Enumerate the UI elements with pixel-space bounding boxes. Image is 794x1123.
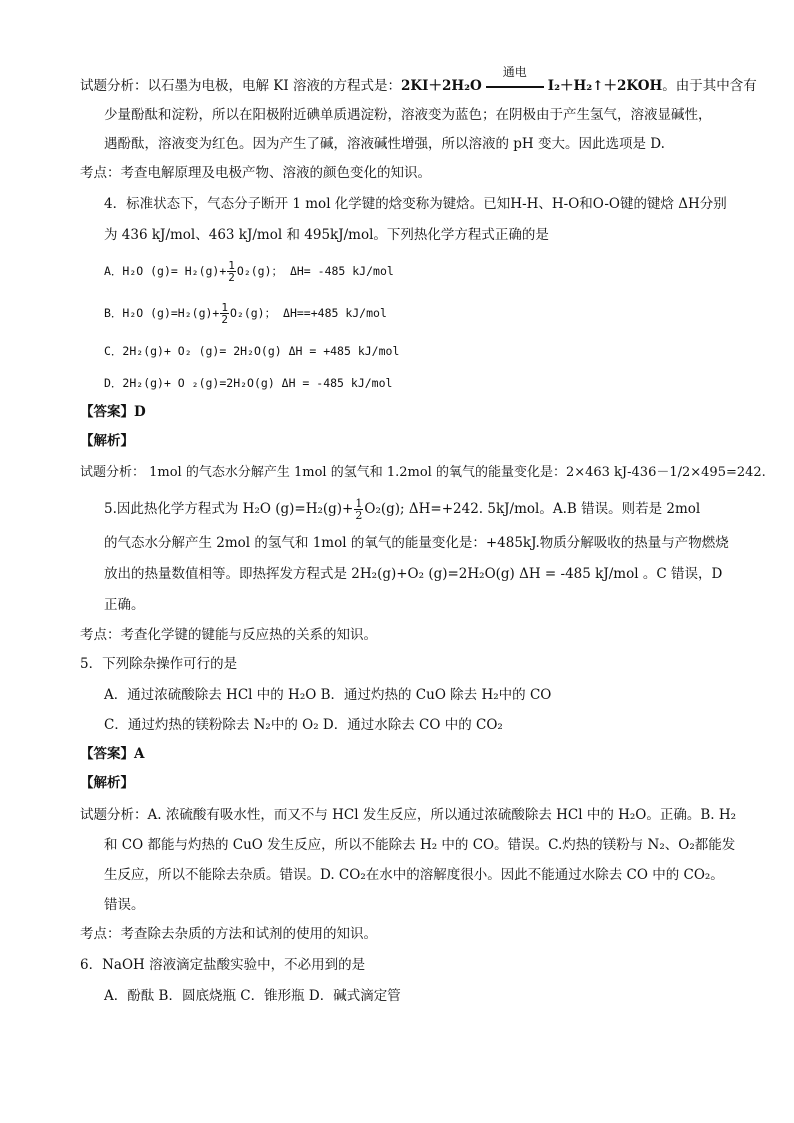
q5-analysis-line2: 和 CO 都能与灼热的 CuO 发生反应，所以不能除去 H₂ 中的 CO。错误。C.灼热的镁粉与 N₂、O₂都能发 bbox=[104, 837, 736, 853]
text: 5.因此热化学方程式为 H₂O (g)=H₂(g)+ bbox=[104, 501, 354, 517]
fraction-half: $\frac{1}{2}$ bbox=[228, 259, 235, 284]
q5-kaodian: 考点：考查除去杂质的方法和试剂的使用的知识。 bbox=[80, 926, 377, 942]
text: 试题分析：以石墨为电极，电解 KI 溶液的方程式是： bbox=[80, 78, 402, 94]
q4-analysis-line4: 放出的热量数值相等。即热挥发方程式是 2H₂(g)+O₂ (g)=2H₂O(g) ΔH = -485 kJ/mol 。C 错误，D bbox=[104, 566, 723, 582]
fraction-half: $\frac{1}{2}$ bbox=[221, 301, 228, 326]
q4-jiexi-label: 【解析】 bbox=[80, 433, 134, 449]
q4-option-c: C．2H₂(g)+ O₂ (g)= 2H₂O(g) ΔH = +485 kJ/mol bbox=[104, 344, 400, 358]
q4-analysis-line5: 正确。 bbox=[104, 597, 145, 613]
fraction-half: $\frac{1}{2}$ bbox=[355, 497, 363, 522]
text: O₂(g)； ΔH==+485 kJ/mol bbox=[229, 306, 387, 320]
q5-analysis-line1: 试题分析：A. 浓硫酸有吸水性，而又不与 HCl 发生反应，所以通过浓硫酸除去 HCl 中的 H₂O。正确。B. H₂ bbox=[80, 807, 737, 823]
q4-kaodian: 考点：考查化学键的键能与反应热的关系的知识。 bbox=[80, 627, 377, 643]
text: 。由于其中含有 bbox=[662, 78, 757, 94]
q5-analysis-line3: 生反应，所以不能除去杂质。错误。D. CO₂在水中的溶解度很小。因此不能通过水除去 CO 中的 CO₂。 bbox=[104, 867, 724, 883]
q5-analysis-line4: 错误。 bbox=[104, 897, 145, 913]
equation-right: I₂＋H₂↑＋2KOH bbox=[547, 78, 663, 94]
prev-kaodian: 考点：考查电解原理及电极产物、溶液的颜色变化的知识。 bbox=[80, 165, 431, 181]
q5-stem: 5．下列除杂操作可行的是 bbox=[80, 656, 238, 672]
q5-answer: 【答案】A bbox=[80, 746, 145, 762]
text: O₂(g); ΔH=+242. 5kJ/mol。A.B 错误。则若是 2mol bbox=[364, 501, 701, 517]
q5-jiexi-label: 【解析】 bbox=[80, 775, 134, 791]
text: A．H₂O (g)= H₂(g)+ bbox=[104, 264, 227, 278]
q6-stem: 6．NaOH 溶液滴定盐酸实验中，不必用到的是 bbox=[80, 957, 366, 973]
q5-options-cd: C．通过灼热的镁粉除去 N₂中的 O₂ D．通过水除去 CO 中的 CO₂ bbox=[104, 717, 503, 733]
q4-option-b bbox=[104, 302, 387, 325]
reaction-condition: 通电 bbox=[502, 65, 527, 79]
text: O₂(g)； ΔH= -485 kJ/mol bbox=[236, 264, 394, 278]
q4-stem-line2: 为 436 kJ/mol、463 kJ/mol 和 495kJ/mol。下列热化学方程式正确的是 bbox=[104, 227, 549, 243]
q4-analysis-line1: 试题分析： 1mol 的气态水分解产生 1mol 的氢气和 1.2mol 的氧气的能量变化是：2×463 kJ-436－1/2×495=242. bbox=[80, 465, 766, 480]
equation-left: 2KI＋2H₂O bbox=[401, 78, 482, 94]
reaction-arrow bbox=[484, 65, 546, 95]
q5-options-ab: A．通过浓硫酸除去 HCl 中的 H₂O B．通过灼热的 CuO 除去 H₂中的 CO bbox=[104, 687, 552, 703]
prev-analysis-line2: 少量酚酞和淀粉，所以在阳极附近碘单质遇淀粉，溶液变为蓝色；在阴极由于产生氢气，溶液显碱性， bbox=[104, 107, 712, 123]
q6-options: A．酚酞 B．圆底烧瓶 C．锥形瓶 D．碱式滴定管 bbox=[104, 988, 401, 1004]
q4-answer: 【答案】D bbox=[80, 404, 146, 420]
q4-stem-line1: 4．标准状态下，气态分子断开 1 mol 化学键的焓变称为键焓。已知H-H、H-O和O-O键的键焓 ΔH分别 bbox=[104, 196, 727, 212]
text: B．H₂O (g)=H₂(g)+ bbox=[104, 306, 220, 320]
q4-analysis-line2 bbox=[104, 498, 700, 521]
q4-option-d: D．2H₂(g)+ O ₂(g)=2H₂O(g) ΔH = -485 kJ/mol bbox=[104, 376, 393, 390]
prev-analysis-line1 bbox=[80, 65, 757, 95]
q4-analysis-line3: 的气态水分解产生 2mol 的氢气和 1mol 的氧气的能量变化是：+485kJ.物质分解吸收的热量与产物燃烧 bbox=[104, 535, 729, 551]
prev-analysis-line3: 遇酚酞，溶液变为红色。因为产生了碱，溶液碱性增强，所以溶液的 pH 变大。因此选项是 D. bbox=[104, 136, 665, 152]
q4-option-a bbox=[104, 260, 394, 283]
